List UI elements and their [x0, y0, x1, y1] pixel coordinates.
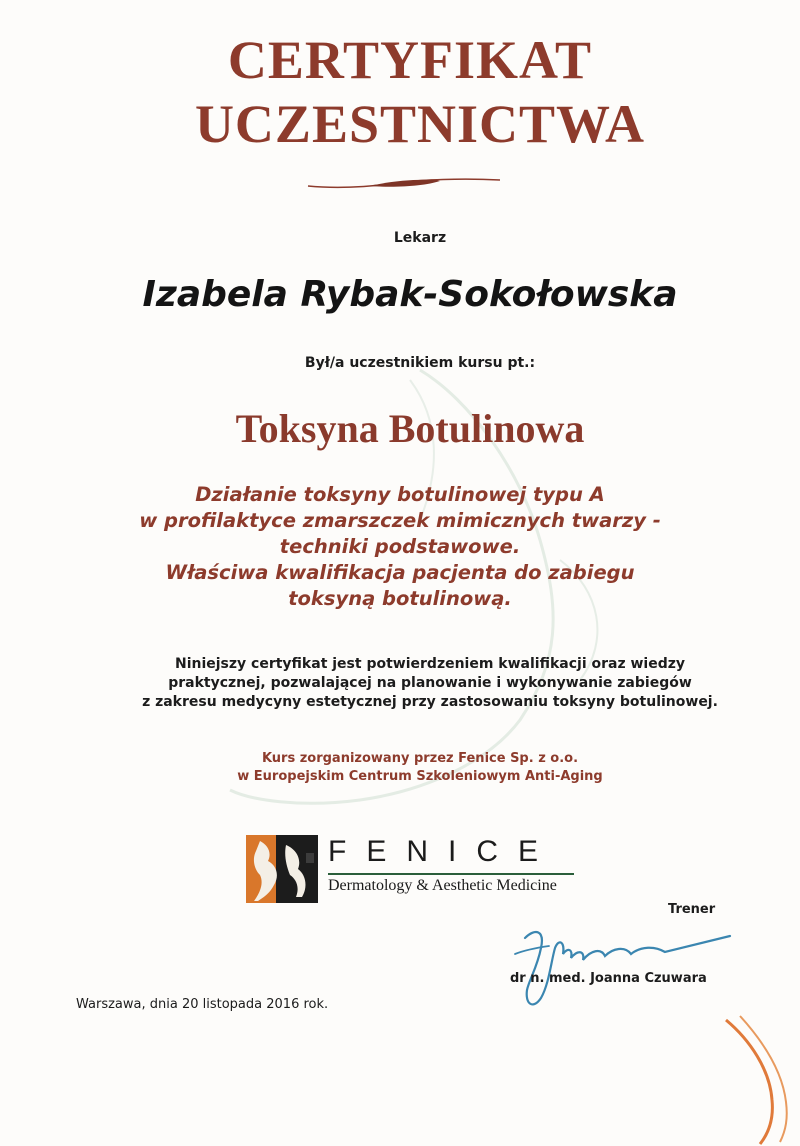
- trainer-name: dr n. med. Joanna Czuwara: [510, 971, 707, 986]
- course-description-line: toksyną botulinową.: [288, 587, 512, 610]
- course-description-line: Działanie toksyny botulinowej typu A: [195, 483, 605, 506]
- fenice-logo-rule: [328, 873, 574, 875]
- statement-line: z zakresu medycyny estetycznej przy zastosowaniu toksyny botulinowej.: [142, 694, 718, 710]
- course-description-line: techniki podstawowe.: [279, 535, 521, 558]
- course-organizer: [20, 750, 800, 786]
- corner-swirl-icon: [720, 1010, 800, 1146]
- course-description-line: Właściwa kwalifikacja pacjenta do zabiegu: [165, 561, 635, 584]
- fenice-logo-subtitle: Dermatology & Aesthetic Medicine: [328, 877, 557, 894]
- statement-line: praktycznej, pozwalającej na planowanie i wykonywanie zabiegów: [168, 675, 692, 691]
- trainer-signature-icon: [505, 918, 745, 1018]
- trainer-label: Trener: [668, 902, 716, 917]
- place-and-date: Warszawa, dnia 20 listopada 2016 rok.: [76, 997, 329, 1012]
- certificate-title-line1: CERTYFIKAT: [227, 30, 593, 90]
- statement-line: Niniejszy certyfikat jest potwierdzeniem kwalifikacji oraz wiedzy: [174, 656, 686, 672]
- course-description-line: w profilaktyce zmarszczek mimicznych twarzy -: [139, 509, 661, 532]
- fenice-logo-mark-icon: [246, 835, 318, 903]
- course-description: [0, 482, 800, 612]
- course-title: Toksyna Botulinowa: [235, 406, 585, 451]
- divider-ornament-icon: [300, 172, 510, 194]
- fenice-logo-name: FENICE: [328, 835, 559, 868]
- certificate-title-line2: UCZESTNICTWA: [194, 94, 646, 154]
- organizer-line: Kurs zorganizowany przez Fenice Sp. z o.o.: [261, 751, 579, 766]
- participation-text: Był/a uczestnikiem kursu pt.:: [304, 355, 536, 371]
- certificate-statement: [30, 655, 800, 712]
- participant-role: Lekarz: [393, 230, 447, 246]
- participant-name: Izabela Rybak-Sokołowska: [142, 274, 678, 315]
- fenice-logo: [246, 835, 586, 907]
- organizer-line: w Europejskim Centrum Szkoleniowym Anti-Aging: [237, 769, 603, 784]
